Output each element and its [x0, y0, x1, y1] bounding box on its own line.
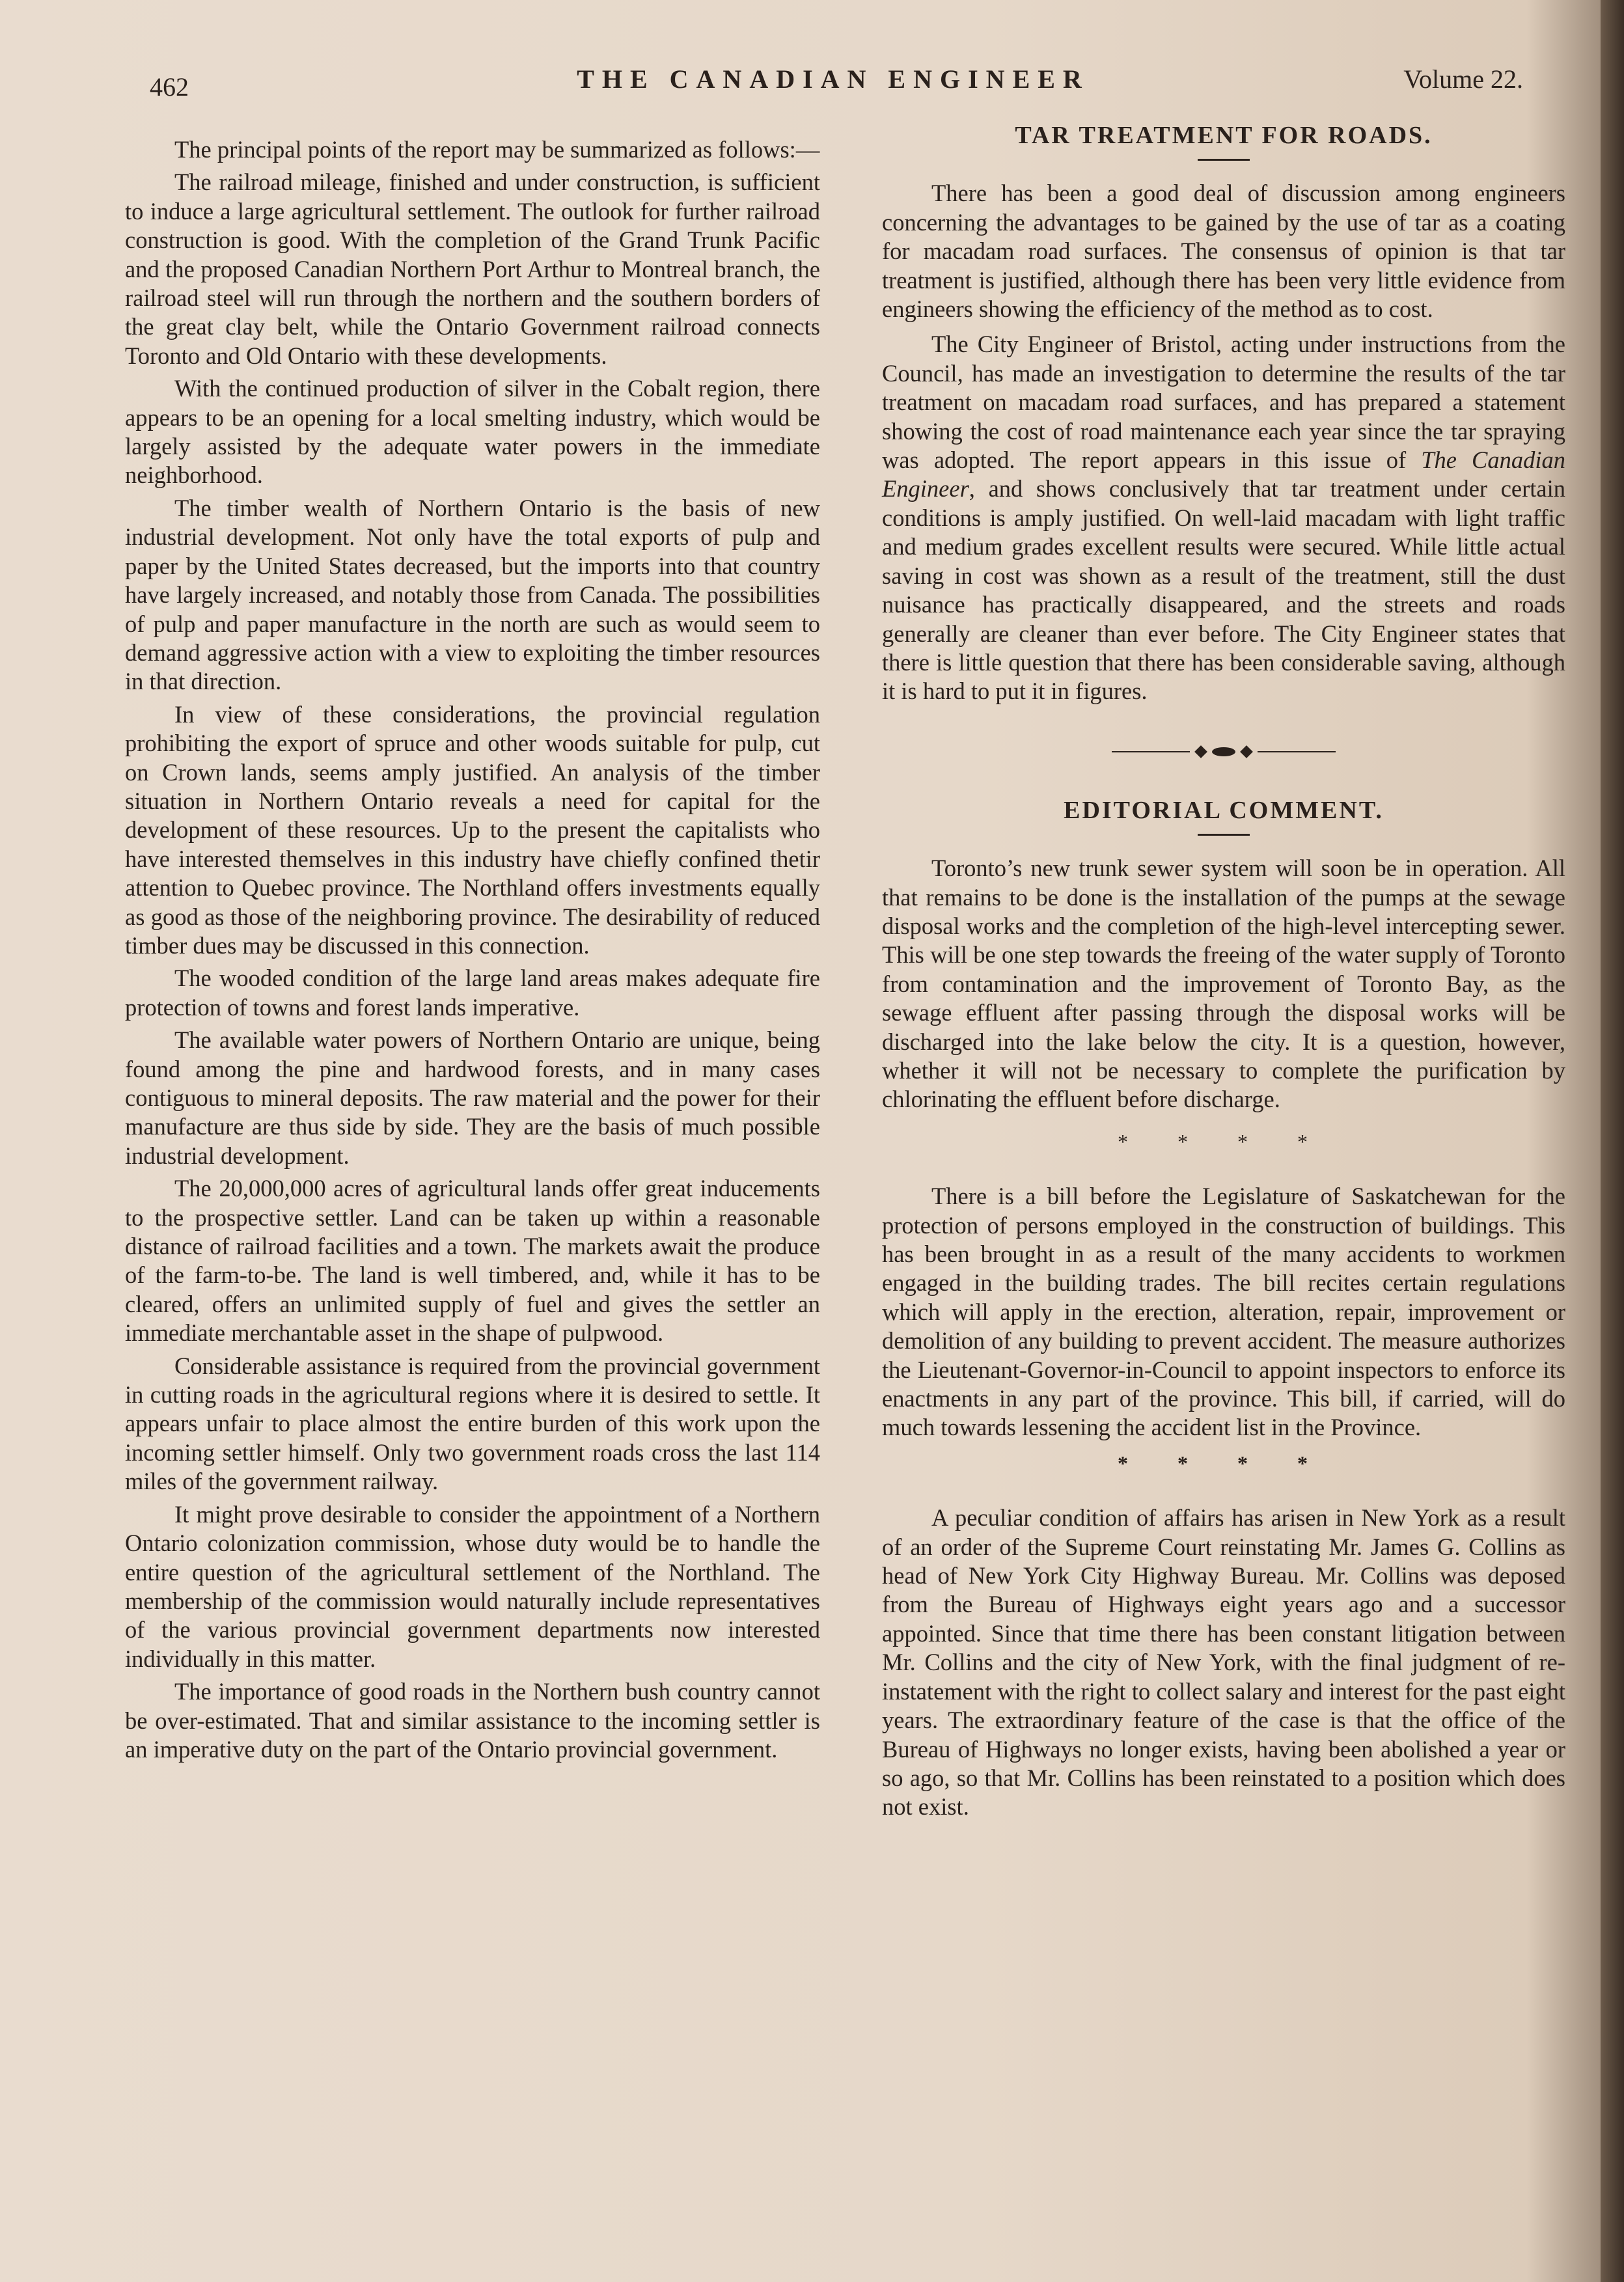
- ornament-line: [1112, 751, 1190, 752]
- ornament-line: [1258, 751, 1336, 752]
- journal-name-italic: The Canadian Engineer: [882, 447, 1565, 502]
- paragraph: [882, 330, 1565, 706]
- section-separator: * * * *: [1118, 1451, 1330, 1475]
- paragraph: There is a bill before the Legislature of Saskatchewan for the protection of persons employed in the construction of buildings. This has been brought in as a result of the many accidents to workmen engaged in the building trades. The bill recites certain regulations which will apply in the erection, alteration, repair, improvement or demolition of any building to prevent accident. The measure authorizes the Lieutenant-Governor-in-Council to appoint inspectors to enforce its enactments in any part of the province. This bill, if carried, will do much towards lessening the accident list in the Province.: [882, 1183, 1565, 1441]
- left-column: [125, 135, 820, 1768]
- paragraph: With the continued production of silver in the Cobalt region, there appears to be an opening for a local smelting industry, which would be largely assisted by the adequate water powers in the immediate neighborhood.: [125, 375, 820, 489]
- paragraph: Considerable assistance is required from the provincial government in cutting roads in the agricultural regions where it is desired to settle. It appears unfair to place almost the entire burden of this work upon the incoming settler himself. Only two government roads cross the last 114 miles of the government railway.: [125, 1352, 820, 1495]
- paragraph: Toronto’s new trunk sewer system will soon be in operation. All that remains to be done is the installation of the pumps at the sewage disposal works and the completion of the high-level intercepting sewer. This will be one step towards the freeing of the water supply of Toronto from contamination and the improvement of Toronto Bay, as the sewage effluent after passing through the disposal works will be discharged into the lake below the city. It is a question, however, whether it will not be necessary to complete the purification by chlorinating the effluent before discharge.: [882, 855, 1565, 1113]
- paragraph: The available water powers of Northern Ontario are unique, being found among the pine and hardwood forests, and in many cases contiguous to mineral deposits. The raw material and the power for their manufacture are thus side by side. They are the basis of much possible industrial development.: [125, 1026, 820, 1169]
- ornament-diamond: [1240, 745, 1253, 758]
- ornament-diamond: [1194, 745, 1207, 758]
- book-spine: [1601, 0, 1624, 2282]
- paragraph: The wooded condition of the large land areas makes adequate fire protection of towns and forest lands imperative.: [125, 965, 820, 1021]
- volume-number: Volume 22.: [1403, 64, 1523, 94]
- text-run: The City Engineer of Bristol, acting under instructions from the Council, has made an investigation to determine the results of the tar treatment on macadam road surfaces, and has prepared a statement showing the cost of road maintenance each year since the tar spraying was adopted. The report appears in this issue of: [882, 331, 1565, 474]
- paragraph: There has been a good deal of discussion among engineers concerning the advantages to be gained by the use of tar as a coating for macadam road surfaces. The consensus of opinion is that tar treatment is justified, although there has been very little evidence from engineers showing the efficiency of the method as to cost.: [882, 180, 1565, 323]
- paragraph: The railroad mileage, finished and under construction, is sufficient to induce a large agricultural settlement. The outlook for further railroad construction is good. With the completion of the Grand Trunk Pacific and the proposed Canadian Northern Port Arthur to Montreal branch, the railroad steel will run through the northern and the southern borders of the great clay belt, while the Ontario Government railroad connects Toronto and Old Ontario with these developments.: [125, 169, 820, 369]
- heading-rule: [1198, 159, 1250, 161]
- page-header: [143, 57, 1523, 103]
- paragraph: The timber wealth of Northern Ontario is the basis of new industrial development. Not only have the total exports of pulp and paper by the United States decreased, but the imports into that country have largely increased, and notably those from Canada. The possibilities of pulp and paper manufacture in the north are such as would seem to demand aggressive action with a view to exploiting the timber resources in that direction.: [125, 494, 820, 695]
- editorial-heading: EDITORIAL COMMENT.: [1064, 796, 1384, 824]
- heading-rule: [1198, 834, 1250, 836]
- text-run: , and shows conclusively that tar treatment under certain conditions is amply justified. On well-laid macadam with light traffic and medium grades excellent results were secured. While little actual saving in cost was shown as a result of the treatment, still the dust nuisance has practically disappeared, and the streets and roads generally are cleaner than ever before. The City Engineer states that there is little question that there has been considerable saving, although it is hard to put it in figures.: [882, 475, 1565, 705]
- right-column: [882, 121, 1565, 1828]
- paragraph: The importance of good roads in the Northern bush country cannot be over-estimated. That and similar assistance to the incoming settler is an imperative duty on the part of the Ontario provincial government.: [125, 1678, 820, 1763]
- section-ornament: [882, 744, 1565, 760]
- paragraph: It might prove desirable to consider the appointment of a Northern Ontario colonization commission, whose duty would be to handle the entire question of the agricultural settlement of the Northland. The membership of the commission would naturally include representatives of the various provincial government departments now interested individually in this matter.: [125, 1500, 820, 1672]
- tar-article-heading: TAR TREATMENT FOR ROADS.: [1015, 122, 1433, 149]
- section-separator: * * * *: [1118, 1129, 1330, 1153]
- paragraph: The 20,000,000 acres of agricultural lands offer great inducements to the prospective settler. Land can be taken up within a reasonable distance of railroad facilities and a town. The markets await the produce of the farm-to-be. The land is well timbered, and, while it has to be cleared, offers an unlimited supply of fuel and gives the settler an immediate merchantable asset in the shape of pulpwood.: [125, 1175, 820, 1347]
- ornament-oval: [1212, 747, 1235, 756]
- paragraph: A peculiar condition of affairs has arisen in New York as a result of an order of the Supreme Court reinstating Mr. James G. Collins as head of New York City Highway Bureau. Mr. Collins was deposed from the Bureau of Highways eight years ago and a successor appointed. Since that time there has been constant litigation between Mr. Collins and the city of New York, with the final judgment of re-instatement with the right to collect salary and interest for the past eight years. The extraordinary feature of the case is that the office of the Bureau of Highways no longer exists, having been abolished a year or so ago, so that Mr. Collins has been reinstated to a position which does not exist.: [882, 1504, 1565, 1821]
- paragraph: The principal points of the report may be summarized as follows:—: [174, 136, 820, 163]
- journal-title: THE CANADIAN ENGINEER: [577, 64, 1090, 94]
- paragraph: In view of these considerations, the provincial regulation prohibiting the export of spruce and other woods suitable for pulp, cut on Crown lands, seems amply justified. An analysis of the timber situation in Northern Ontario reveals a need for capital for the development of these resources. Up to the present the capitalists who have interested themselves in this industry have chiefly confined thetir attention to Quebec province. The Northland offers investments equally as good as those of the neighboring province. The desirability of reduced timber dues may be discussed in this connection.: [125, 700, 820, 959]
- page-number: 462: [150, 72, 189, 102]
